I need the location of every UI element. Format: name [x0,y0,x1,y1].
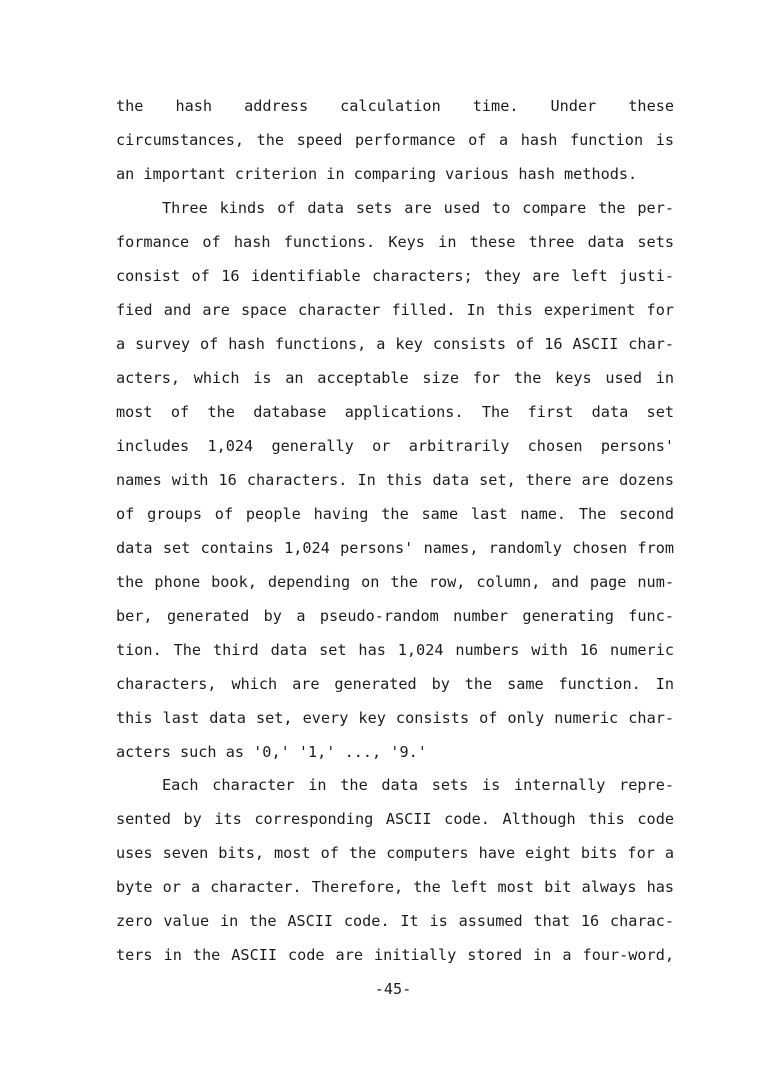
page-number: -45- [374,980,412,998]
text-line: fied and are space character filled. In this experiment for [116,301,674,319]
text-line: byte or a character. Therefore, the left most bit always has [116,878,674,896]
text-line: ters in the ASCII code are initially stored in a four-word, [116,946,674,964]
text-line: sented by its corresponding ASCII code. Although this code [116,810,674,828]
text-line: consist of 16 identifiable characters; they are left justi- [116,267,674,285]
paragraph-first-line: Three kinds of data sets are used to compare the per- [162,199,674,217]
text-line: of groups of people having the same last name. The second [116,505,674,523]
paragraph-first-line: Each character in the data sets is internally repre- [162,776,674,794]
text-line: the phone book, depending on the row, column, and page num- [116,573,674,591]
text-line: includes 1,024 generally or arbitrarily chosen persons' [116,437,674,455]
text-line: formance of hash functions. Keys in these three data sets [116,233,674,251]
text-line: uses seven bits, most of the computers have eight bits for a [116,844,674,862]
text-line: names with 16 characters. In this data set, there are dozens [116,471,674,489]
text-line: the hash address calculation time. Under these [116,97,674,115]
text-line: this last data set, every key consists of only numeric char- [116,709,674,727]
text-line: ber, generated by a pseudo-random number generating func- [116,607,674,625]
text-line: acters, which is an acceptable size for the keys used in [116,369,674,387]
text-line: characters, which are generated by the same function. In [116,675,674,693]
text-line: circumstances, the speed performance of a hash function is [116,131,674,149]
text-line: data set contains 1,024 persons' names, randomly chosen from [116,539,674,557]
text-line: a survey of hash functions, a key consists of 16 ASCII char- [116,335,674,353]
text-line: an important criterion in comparing various hash methods. [116,165,638,183]
text-line: most of the database applications. The first data set [116,403,674,421]
text-line: acters such as '0,' '1,' ..., '9.' [116,743,427,761]
text-line: tion. The third data set has 1,024 numbers with 16 numeric [116,641,674,659]
text-line: zero value in the ASCII code. It is assumed that 16 charac- [116,912,674,930]
